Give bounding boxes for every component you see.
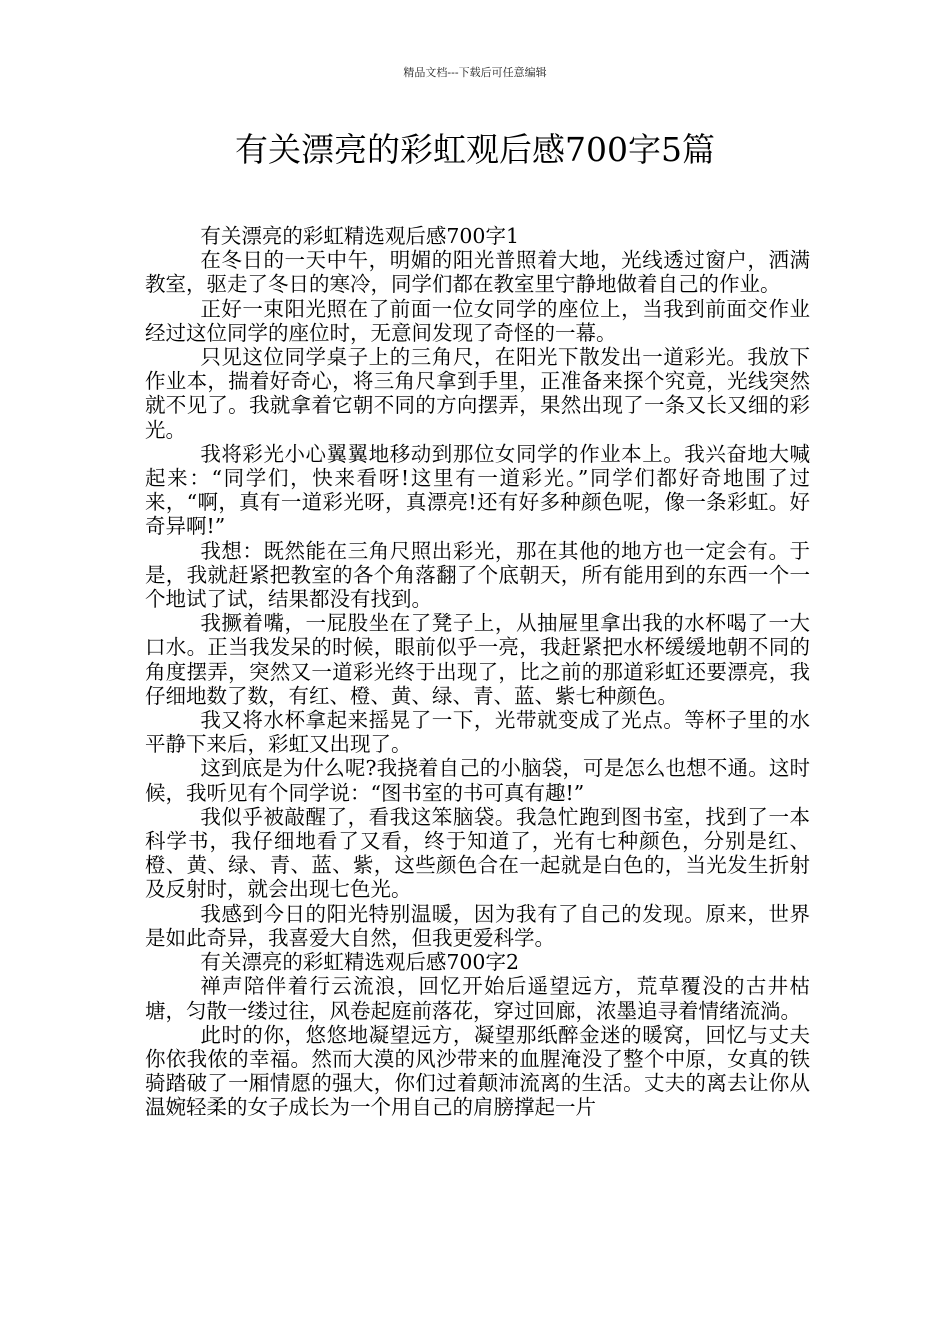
section-heading-1: 有关漂亮的彩虹精选观后感700字1 [200, 224, 520, 248]
document-body [145, 224, 810, 1120]
paragraph: 我想：既然能在三角尺照出彩光，那在其他的地方也一定会有。于是，我就赶紧把教室的各个角落翻了个底朝天，所有能用到的东西一个一个地试了试，结果都没有找到。 [145, 538, 810, 612]
paragraph: 此时的你，悠悠地凝望远方，凝望那纸醉金迷的暖窝，回忆与丈夫你依我侬的幸福。然而大漠的风沙带来的血腥淹没了整个中原，女真的铁骑踏破了一厢情愿的强大，你们过着颠沛流离的生活。丈夫的离去让你从温婉轻柔的女子成长为一个用自己的肩膀撑起一片 [145, 1022, 810, 1120]
paragraph: 这到底是为什么呢?我挠着自己的小脑袋，可是怎么也想不通。这时候，我听见有个同学说：“图书室的书可真有趣!” [145, 756, 810, 805]
paragraph: 禅声陪伴着行云流浪，回忆开始后遥望远方，荒草覆没的古井枯塘，匀散一缕过往，风卷起庭前落花，穿过回廊，浓墨追寻着情绪流淌。 [145, 974, 810, 1023]
section-heading-2: 有关漂亮的彩虹精选观后感700字2 [200, 950, 520, 975]
document-title: 有关漂亮的彩虹观后感700字5篇 [235, 130, 715, 169]
paragraph: 在冬日的一天中午，明媚的阳光普照着大地，光线透过窗户，洒满教室，驱走了冬日的寒冷，同学们都在教室里宁静地做着自己的作业。 [145, 248, 810, 297]
paragraph: 我感到今日的阳光特别温暖，因为我有了自己的发现。原来，世界是如此奇异，我喜爱大自然，但我更爱科学。 [145, 901, 810, 950]
header-note: 精品文档---下载后可任意编辑 [403, 66, 547, 79]
paragraph: 我又将水杯拿起来摇晃了一下，光带就变成了光点。等杯子里的水平静下来后，彩虹又出现了。 [145, 708, 810, 757]
paragraph: 只见这位同学桌子上的三角尺，在阳光下散发出一道彩光。我放下作业本，揣着好奇心，将三角尺拿到手里，正准备来探个究竟，光线突然就不见了。我就拿着它朝不同的方向摆弄，果然出现了一条又长又细的彩光。 [145, 345, 810, 442]
paragraph: 我似乎被敲醒了，看我这笨脑袋。我急忙跑到图书室，找到了一本科学书，我仔细地看了又看，终于知道了，光有七种颜色，分别是红、橙、黄、绿、青、蓝、紫，这些颜色合在一起就是白色的，当光发生折射及反射时，就会出现七色光。 [145, 804, 810, 902]
paragraph: 正好一束阳光照在了前面一位女同学的座位上，当我到前面交作业经过这位同学的座位时，无意间发现了奇怪的一幕。 [145, 296, 810, 345]
paragraph: 我撅着嘴，一屁股坐在了凳子上，从抽屉里拿出我的水杯喝了一大口水。正当我发呆的时候，眼前似乎一亮，我赶紧把水杯缓缓地朝不同的角度摆弄，突然又一道彩光终于出现了，比之前的那道彩虹还要漂亮，我仔细地数了数，有红、橙、黄、绿、青、蓝、紫七种颜色。 [145, 611, 810, 708]
paragraph: 我将彩光小心翼翼地移动到那位女同学的作业本上。我兴奋地大喊起来：“同学们，快来看呀!这里有一道彩光。”同学们都好奇地围了过来，“啊，真有一道彩光呀，真漂亮!还有好多种颜色呢，像一条彩虹。好奇异啊!” [145, 441, 810, 539]
